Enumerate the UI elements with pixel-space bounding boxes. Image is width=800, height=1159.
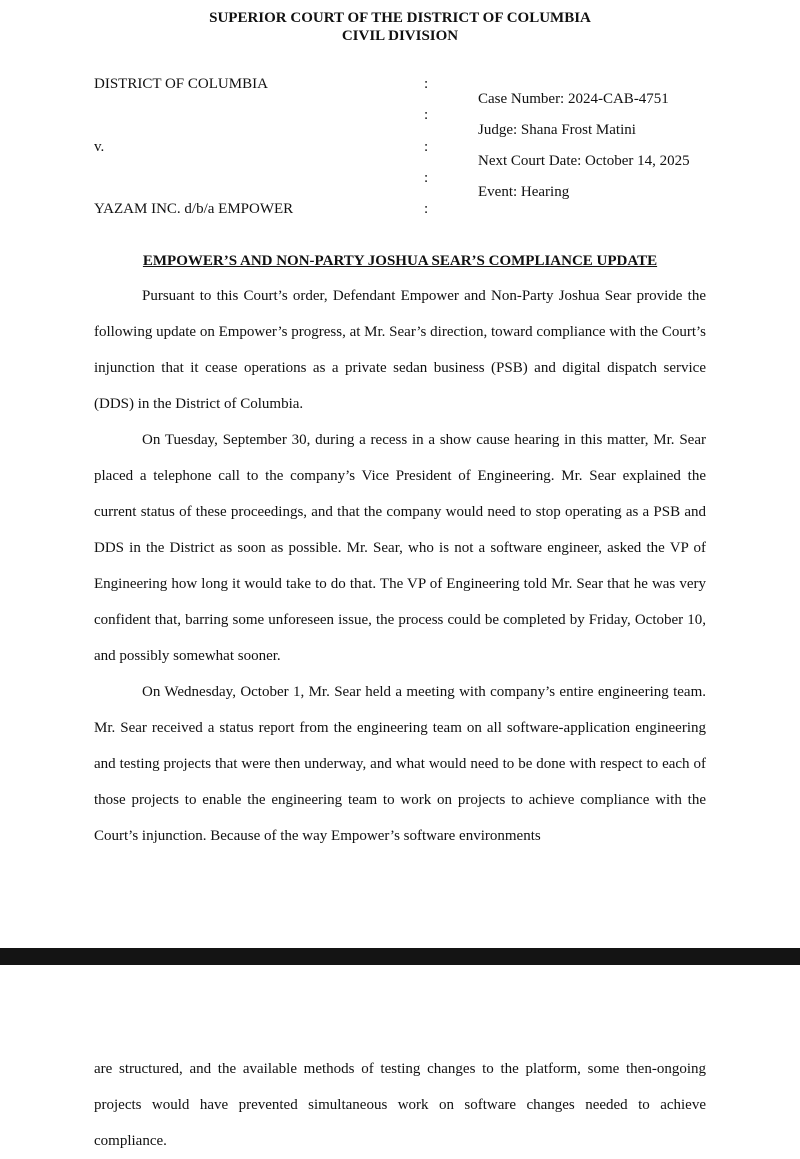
paragraph-2: On Tuesday, September 30, during a recess in a show cause hearing in this matter, Mr. Sear placed a telephone call to the company’s Vice President of Engineering. Mr. Sear explained the current status of these proceedings, and that the company would need to stop operating as a PSB and DDS in the District as soon as possible. Mr. Sear, who is not a software engineer, asked the VP of Engineering how long it would take to do that. The VP of Engineering told Mr. Sear that he was very confident that, barring some unforeseen issue, the process could be completed by Friday, October 10, and possibly somewhat sooner. bbox=[94, 432, 706, 664]
page-divider bbox=[0, 948, 800, 965]
caption-colon: : bbox=[424, 76, 429, 92]
paragraph-3: On Wednesday, October 1, Mr. Sear held a meeting with company’s entire engineering team. Mr. Sear received a status report from the engineering team on all software-application engineering and testing projects that were then underway, and what would need to be done with respect to each of those projects to enable the engineering team to work on projects to achieve compliance with the Court’s injunction. Because of the way Empower’s software environments bbox=[94, 684, 706, 844]
paragraph-3-continued: are structured, and the available methods of testing changes to the platform, some then-ongoing projects would have prevented simultaneous work on software changes needed to achieve compliance. bbox=[94, 1061, 706, 1149]
next-court-date: Next Court Date: October 14, 2025 bbox=[478, 153, 690, 169]
versus-label: v. bbox=[94, 139, 105, 155]
judge-name: Judge: Shana Frost Matini bbox=[478, 122, 636, 138]
court-name: SUPERIOR COURT OF THE DISTRICT OF COLUMBIA bbox=[209, 10, 591, 26]
plaintiff-name: DISTRICT OF COLUMBIA bbox=[94, 76, 268, 92]
caption-colon: : bbox=[424, 201, 429, 217]
document-title: EMPOWER’S AND NON-PARTY JOSHUA SEAR’S COMPLIANCE UPDATE bbox=[142, 253, 658, 269]
caption-colon: : bbox=[424, 170, 429, 186]
court-header bbox=[0, 9, 800, 45]
event-type: Event: Hearing bbox=[478, 184, 570, 200]
caption-colon: : bbox=[424, 139, 429, 155]
caption-colon: : bbox=[424, 107, 429, 123]
defendant-name: YAZAM INC. d/b/a EMPOWER bbox=[94, 201, 294, 217]
division-name: CIVIL DIVISION bbox=[341, 28, 459, 44]
paragraph-1: Pursuant to this Court’s order, Defendant Empower and Non-Party Joshua Sear provide the following update on Empower’s progress, at Mr. Sear’s direction, toward compliance with the Court’s injunction that it cease operations as a private sedan business (PSB) and digital dispatch service (DDS) in the District of Columbia. bbox=[94, 288, 706, 412]
case-number: Case Number: 2024-CAB-4751 bbox=[478, 91, 669, 107]
